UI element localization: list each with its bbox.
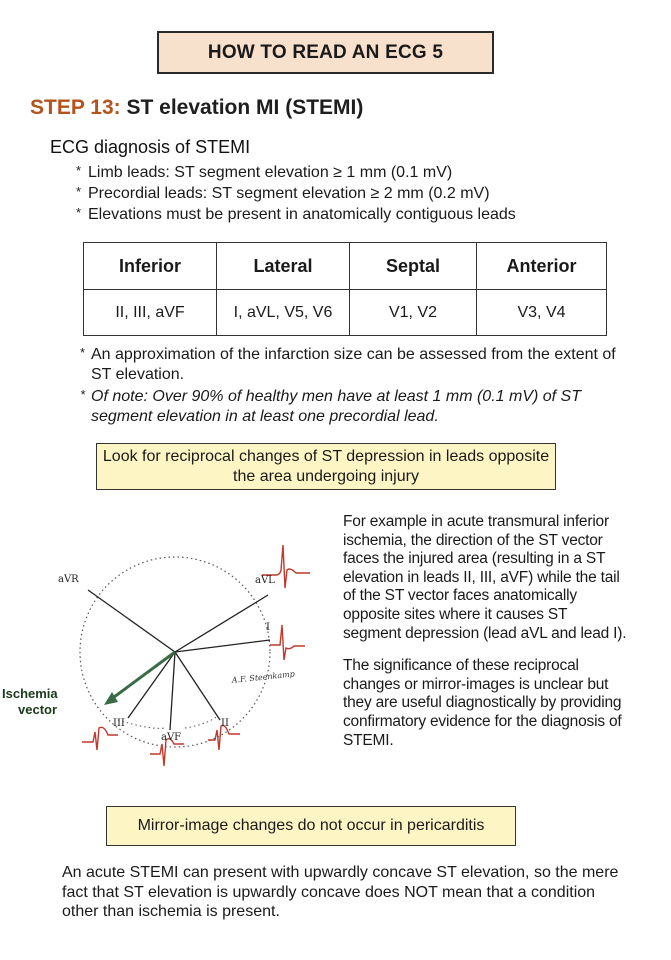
lead-i-label: I — [266, 622, 270, 633]
footer-paragraph: An acute STEMI can present with upwardly concave ST elevation, so the mere fact that ST elevation is upwardly concave does NOT mean that a condition other than ischemia is present. — [62, 864, 619, 920]
table-header: Inferior — [84, 243, 217, 290]
step-number: STEP 13: — [30, 96, 121, 119]
reciprocal-changes-callout: Look for reciprocal changes of ST depression in leads opposite the area undergoing injury — [96, 443, 556, 490]
explanation-paragraph: For example in acute transmural inferior ischemia, the direction of the ST vector faces the injured area (resulting in a ST elevation in leads II, III, aVF) while the tail of the ST vector faces anatomically opposite sites where it causes ST segment depression (lead aVL and lead I). — [343, 513, 627, 642]
lead-i-depression-trace — [270, 625, 305, 660]
table-header: Anterior — [477, 243, 607, 290]
table-cell: V1, V2 — [350, 290, 477, 336]
signature: A.F. Steenkamp — [231, 669, 296, 685]
diagnosis-criteria-list — [74, 162, 516, 225]
diagnosis-heading: ECG diagnosis of STEMI — [50, 137, 251, 157]
lead-iii-elevation-trace — [82, 727, 118, 750]
dotted-connector — [185, 716, 218, 728]
lead-ii-axis-line — [175, 652, 220, 720]
avf-label: aVF — [161, 732, 182, 743]
explanation-column — [343, 513, 628, 764]
criteria-item: * Limb leads: ST segment elevation ≥ 1 mm (0.1 mV) — [74, 162, 516, 183]
avr-axis-line — [88, 590, 175, 652]
ischemia-vector-label-line: Ischemia — [2, 686, 58, 701]
table-header-row — [84, 243, 607, 290]
note-item: * An approximation of the infarction size can be assessed from the extent of ST elevation. — [80, 345, 620, 385]
criteria-item: * Precordial leads: ST segment elevation ≥ 2 mm (0.2 mV) — [74, 183, 516, 204]
ecg-axis-diagram — [0, 500, 340, 780]
lead-territory-table — [83, 242, 607, 336]
step-heading — [30, 96, 363, 120]
explanation-paragraph: The significance of these reciprocal changes or mirror-images is unclear but they are useful diagnostically by providing confirmatory evidence for the diagnosis of STEMI. — [343, 657, 622, 749]
avf-axis-line — [170, 652, 175, 730]
table-header: Lateral — [217, 243, 350, 290]
lead-i-axis-line — [175, 640, 270, 652]
criteria-item: * Elevations must be present in anatomically contiguous leads — [74, 204, 516, 225]
mirror-image-callout: Mirror-image changes do not occur in pericarditis — [106, 806, 516, 846]
avl-label: aVL — [255, 575, 275, 586]
ischemia-vector-arrow — [110, 652, 175, 700]
avr-label: aVR — [58, 574, 79, 585]
avl-axis-line — [175, 595, 268, 652]
page-title-box — [157, 31, 494, 74]
notes-list — [80, 345, 620, 429]
table-header: Septal — [350, 243, 477, 290]
dotted-connector — [118, 720, 165, 728]
lead-ii-label: II — [221, 718, 229, 729]
page-title: HOW TO READ AN ECG 5 — [207, 41, 444, 63]
lead-ii-elevation-trace — [208, 725, 240, 750]
note-item: * Of note: Over 90% of healthy men have at least 1 mm (0.1 mV) of ST segment elevation in at least one precordial lead. — [80, 387, 620, 427]
table-cell: V3, V4 — [477, 290, 607, 336]
table-cell: I, aVL, V5, V6 — [217, 290, 350, 336]
step-title: ST elevation MI (STEMI) — [126, 96, 364, 119]
ischemia-vector-label — [2, 686, 61, 717]
table-cell: II, III, aVF — [84, 290, 217, 336]
ischemia-vector-label-line: vector — [18, 702, 58, 717]
lead-iii-axis-line — [128, 652, 175, 718]
lead-iii-label: III — [113, 718, 125, 729]
table-row — [84, 290, 607, 336]
